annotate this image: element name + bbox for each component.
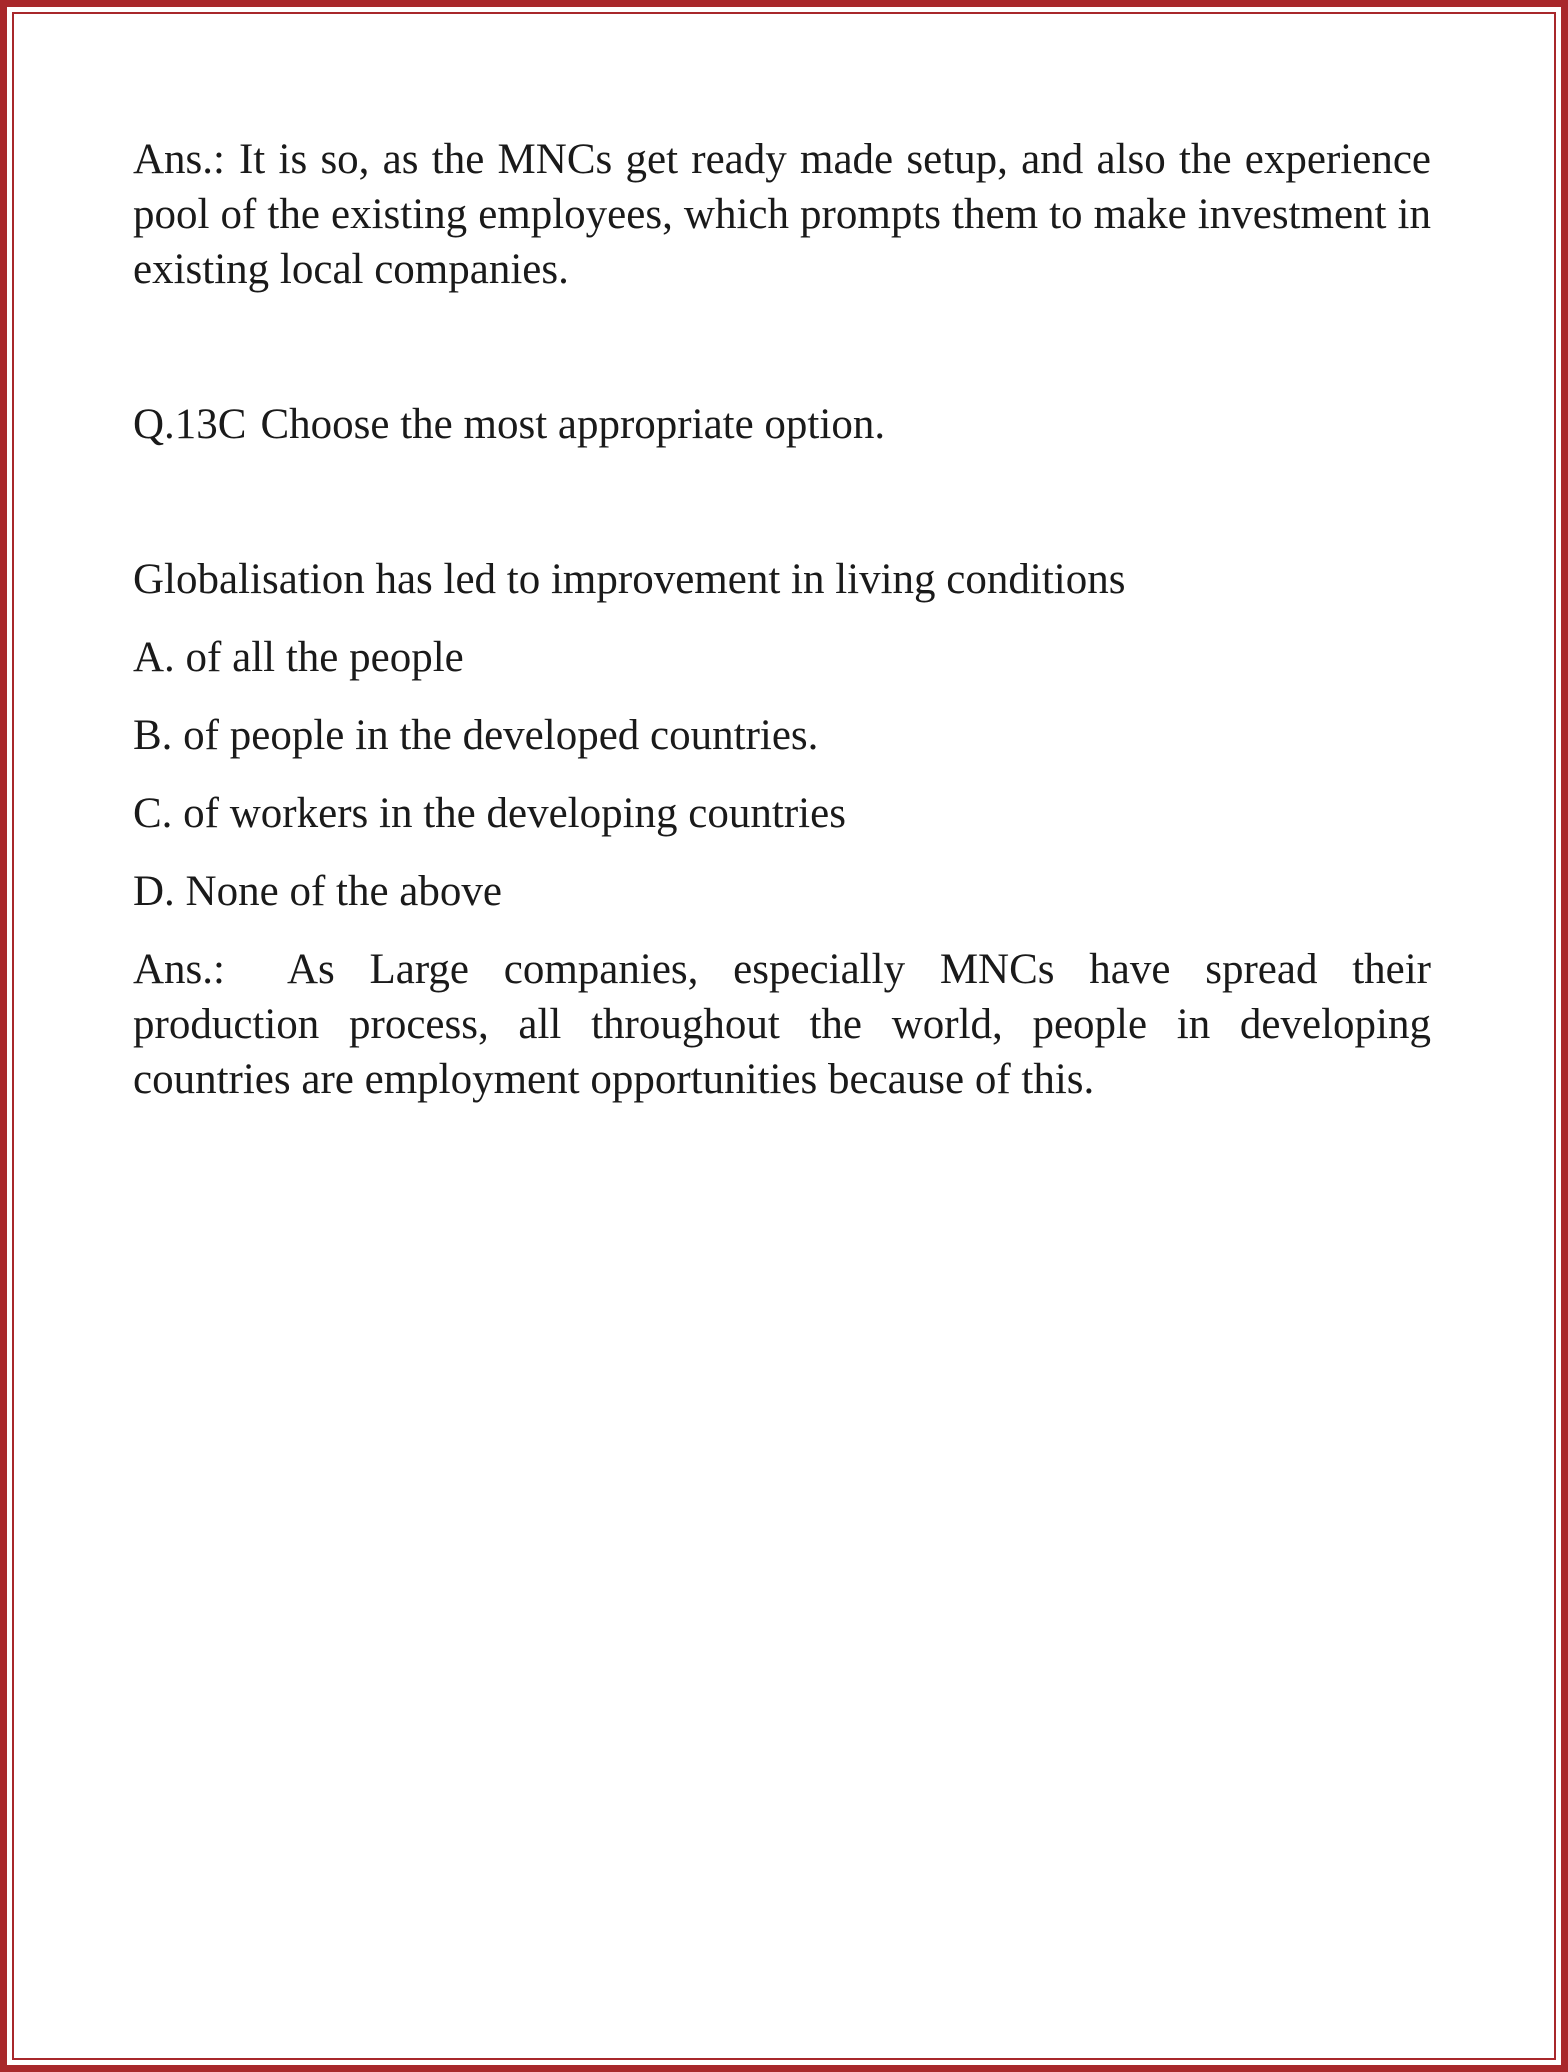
option-b: B. of people in the developed countries. (133, 712, 819, 759)
previous-answer (133, 132, 1431, 297)
answer-text: It is so, as the MNCs get ready made setup, and also the experience pool of the existing employees, which prompts them to make investment in existing local companies. (133, 136, 1431, 293)
question-heading (133, 397, 1431, 452)
answer-label: Ans.: (133, 136, 225, 183)
question-number: Q.13C (133, 401, 247, 448)
options-list (133, 630, 1431, 919)
answer-text: As Large companies, especially MNCs have spread their production process, all throughout the world, people in developing countries are employment opportunities because of this. (133, 946, 1431, 1103)
answer-label: Ans.: (133, 946, 225, 993)
question-stem: Globalisation has led to improvement in living conditions (133, 556, 1126, 603)
option-d: D. None of the above (133, 868, 502, 915)
option-c: C. of workers in the developing countries (133, 790, 846, 837)
answer (133, 942, 1431, 1107)
question-instruction: Choose the most appropriate option. (260, 401, 886, 448)
page-content (133, 132, 1431, 1107)
option-a: A. of all the people (133, 634, 464, 681)
